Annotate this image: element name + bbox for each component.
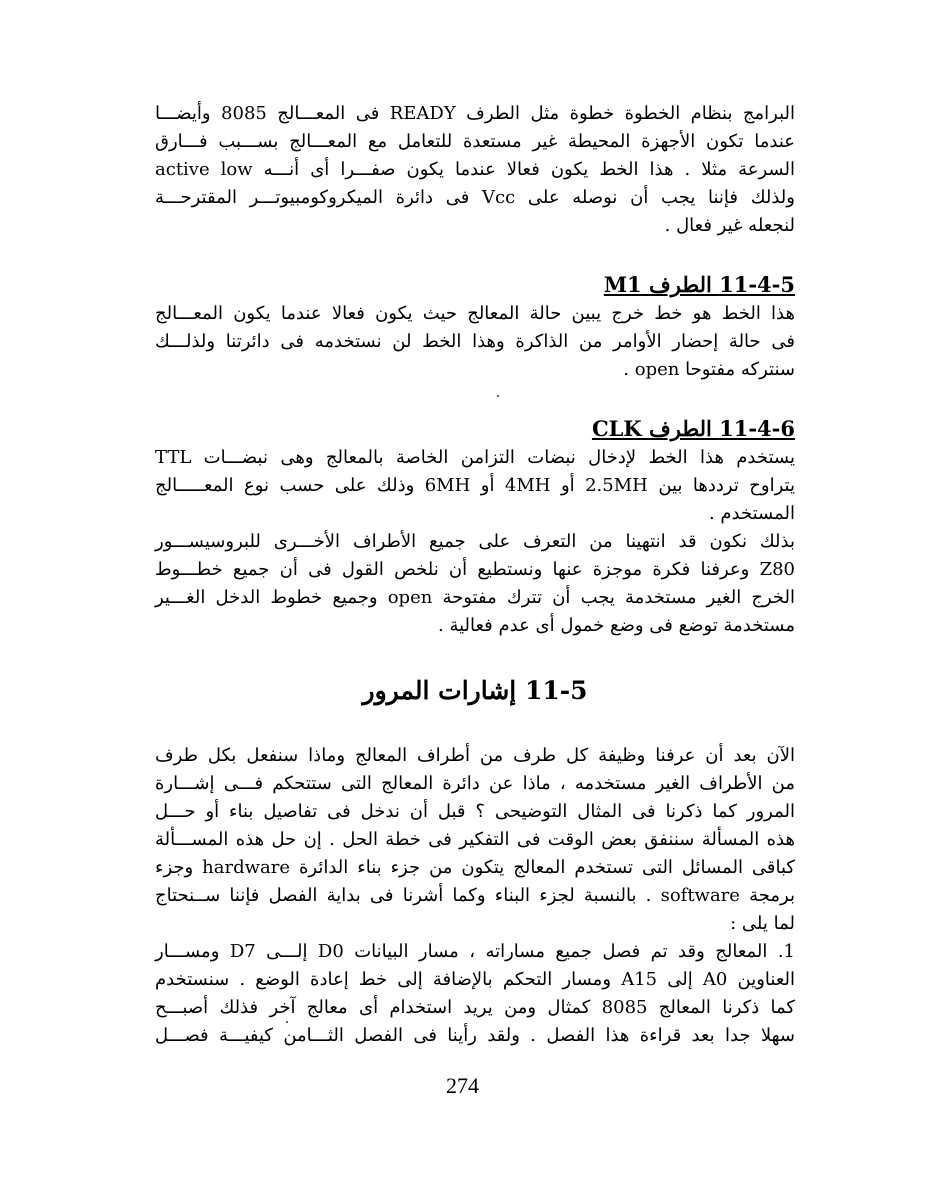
section-heading-clk: 11-4-6 الطرف CLK [591,416,795,441]
page-content [155,100,795,1050]
section-heading-m1: 11-4-5 الطرف M1 [603,272,795,297]
text-line: المرور كما ذكرنا فى المثال التوضيحى ؟ قبل أن ندخل فى تفاصيل بناء أو حـــل [155,801,795,822]
text-line: عندما تكون الأجهزة المحيطة غير مستعدة للتعامل مع المعـــالج بســـبب فـــارق [155,131,795,152]
text-line: يتراوح ترددها بين 2.5MH أو 4MH أو 6MH وذلك على حسب نوع المعـــــالج [155,475,795,496]
text-line: ولذلك فإننا يجب أن نوصله على Vcc فى دائرة الميكروكومبيوتـــر المقترحـــة [155,187,795,208]
text-line: سهلا جدا بعد قراءة هذا الفصل . ولقد رأينا فى الفصل الثـــامن كيفيـــة فصـــل [155,1025,795,1046]
text-line: البرامج بنظام الخطوة خطوة مثل الطرف READY فى المعـــالج 8085 وأيضـــا [155,103,796,124]
spacer [155,240,795,270]
text-line: الآن بعد أن عرفنا وظيفة كل طرف من أطراف المعالج وماذا سنفعل بكل طرف [155,745,795,766]
scan-speck [286,1021,288,1023]
text-line: 1. المعالج وقد تم فصل جميع مساراته ، مسار البيانات D0 إلـــى D7 ومســـار [155,941,795,962]
page-number: 274 [446,1073,479,1098]
text-line: يستخدم هذا الخط لإدخال نبضات التزامن الخاصة بالمعالج وهى نبضـــات TTL [155,447,795,468]
text-line: Z80 وعرفنا فكرة موجزة عنها ونستطيع أن نلخص القول فى أن جميع خطـــوط [155,559,795,580]
text-line: سنتركه مفتوحا open . [623,359,795,380]
text-line: فى حالة إحضار الأوامر من الذاكرة وهذا الخط لن نستخدمه فى دائرتنا ولذلـــك [155,331,795,352]
text-line: بذلك نكون قد انتهينا من التعرف على جميع الأطراف الأخـــرى للبروسيســـور [155,531,795,552]
section-m1-paragraph [155,300,795,384]
section-clk-paragraph [155,444,795,528]
text-line: كباقى المسائل التى تستخدم المعالج يتكون من جزء بناء الدائرة hardware وجزء [155,857,796,878]
spacer [155,708,795,742]
text-line: كما ذكرنا المعالج 8085 كمثال ومن يريد استخدام أى معالج آخر فذلك أصبـــح [155,997,795,1018]
text-line: الخرج الغير مستخدمة يجب أن تترك مفتوحة open وجميع خطوط الدخل الغـــير [155,587,795,608]
text-line: مستخدمة توضع فى وضع خمول أى عدم فعالية . [438,615,795,636]
chapter-heading-traffic-signals: 11-5 إشارات المرور [362,676,588,705]
traffic-intro-paragraph [155,742,795,938]
text-line: العناوين A0 إلى A15 ومسار التحكم بالإضافة إلى خط إعادة الوضع . سنستخدم [155,969,796,990]
text-line: برمجة software . بالنسبة لجزء البناء وكما أشرنا فى بداية الفصل فإننا ســنحتاج [155,885,795,906]
text-line: المستخدم . [708,503,795,524]
list-item-1 [155,938,795,1050]
summary-paragraph [155,528,795,640]
text-line: لنجعله غير فعال . [664,215,795,236]
text-line: هذا الخط هو خط خرج يبين حالة المعالج حيث يكون فعالا عندما يكون المعـــالج [155,303,795,324]
text-line: هذه المسألة سننفق بعض الوقت فى التفكير فى خطة الحل . إن حل هذه المســـألة [155,829,795,850]
spacer [155,640,795,674]
text-line: السرعة مثلا . هذا الخط يكون فعالا عندما يكون صفـــرا أى أنـــه active low [155,159,795,180]
text-line: من الأطراف الغير مستخدمه ، ماذا عن دائرة المعالج التى ستتحكم فـــى إشـــارة [155,773,795,794]
intro-paragraph [155,100,795,240]
spacer [155,384,795,414]
scan-speck [497,395,499,397]
text-line: لما يلى : [730,913,795,934]
